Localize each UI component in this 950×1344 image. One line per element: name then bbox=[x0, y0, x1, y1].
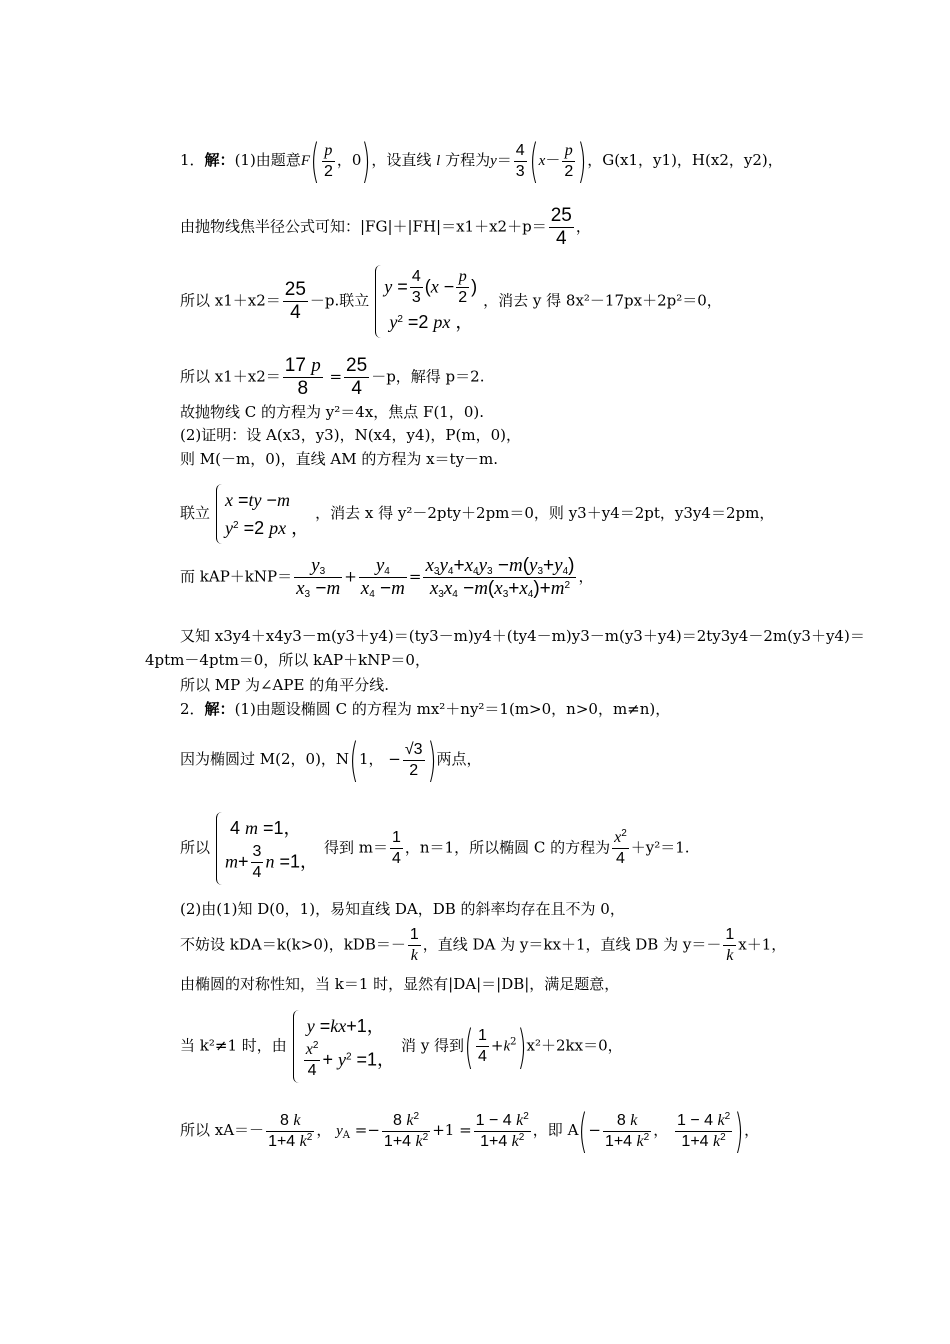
text: 因为椭圆过 M(2，0)，N bbox=[180, 750, 350, 768]
problem-number: 1． bbox=[180, 151, 205, 169]
text: 所以 x1＋x2＝ bbox=[180, 367, 281, 386]
p1-line-12: 所以 MP 为∠APE 的角平分线. bbox=[180, 676, 389, 694]
text: 联立 bbox=[180, 504, 211, 522]
text: x＋1， bbox=[738, 935, 787, 954]
text: 所以 xA＝－ bbox=[180, 1121, 265, 1139]
p2-line-5: 不妨设 kDA＝k(k>0)，kDB＝－ $\frac{1}{k}$ ，直线 DA 为 y＝kx＋1，直线 DB 为 y＝－ $\frac{1}{k}$ x＋1， bbox=[180, 926, 787, 964]
text: ，消去 y 得 8x²－17px＋2p²＝0， bbox=[483, 291, 722, 310]
p1-line-4: 所以 x1＋x2＝ $\frac{17 p}{8}$ = $\frac{25}{4}$ －p，解得 p＝2. bbox=[180, 355, 485, 399]
equation-system: 4 m =1， m+ $\frac{3}{4}$ n =1， bbox=[216, 812, 318, 885]
text: ，直线 DA 为 y＝kx＋1，直线 DB 为 y＝－ bbox=[422, 935, 722, 954]
p2-line-4: (2)由(1)知 D(0，1)，易知直线 DA，DB 的斜率均存在且不为 0， bbox=[180, 900, 625, 918]
p2-line-8: 所以 xA＝－ $\frac{8 k}{1+4 k^2}$ ， $y_A$ =− $\frac{8 k^2}{1+4 k^2}$ +1 = $\frac{1 - 4 k^2}{1+4 k^2}$ ，即 A(− $\frac{8 k}{1+4 k^2}$ ， $\frac{1 - 4 k^2}{1+4 k^2}$ )， bbox=[180, 1104, 760, 1158]
text: 而 kAP＋kNP＝ bbox=[180, 567, 293, 586]
text: －p，解得 p＝2. bbox=[371, 367, 485, 386]
p1-line-10: 又知 x3y4＋x4y3－m(y3＋y4)＝(ty3－m)y4＋(ty4－m)y3－m(y3＋y4)＝2ty3y4－2m(y3＋y4)＝ bbox=[180, 627, 865, 645]
solution-label: 解： bbox=[204, 700, 235, 718]
p2-line-3: 所以 4 m =1， m+ $\frac{3}{4}$ n =1， 得到 m＝ $\frac{1}{4}$ ，n＝1，所以椭圆 C 的方程为 $\frac{x^2}{4}$ ＋y²＝1. bbox=[180, 812, 810, 885]
text: (1)由题设椭圆 C 的方程为 mx²＋ny²＝1(m>0，n>0，m≠n)， bbox=[234, 700, 671, 718]
p2-line-7: 当 k²≠1 时，由 y =kx+1， $\frac{x^2}{4}$ + $y^2 =1$， 消 y 得到( $\frac{1}{4}$ $+k^2)x^2+2kx=0$， bbox=[180, 1010, 810, 1083]
text: 当 k²≠1 时，由 bbox=[180, 1036, 287, 1055]
text: ，设直线 bbox=[371, 151, 432, 169]
text: G(x1，y1)，H(x2，y2)， bbox=[602, 151, 783, 169]
p2-line-1 bbox=[180, 699, 810, 719]
equation-system: y =kx+1， $\frac{x^2}{4}$ + $y^2 =1$， bbox=[293, 1010, 395, 1083]
p1-line-3: 所以 x1＋x2＝ $\frac{25}{4}$ －p.联立 y = $\frac{4}{3}$ (x − $\frac{p}{2}$ ) $y^2 =2$ px ， ，消去 y 得 8x²－17px＋2p²＝0， bbox=[180, 265, 810, 338]
text: 不妨设 kDA＝k(k>0)，kDB＝－ bbox=[180, 935, 406, 954]
p2-line-6: 由椭圆的对称性知，当 k＝1 时，显然有|DA|＝|DB|，满足题意， bbox=[180, 975, 620, 993]
p1-line-9: 而 kAP＋kNP＝ $\frac{y_3}{x_3 -m}$ + $\frac{y_4}{x_4 -m}$ = $\frac{x_3y_4+x_4y_3 -m(y_3+y_4)}{x_3x_4 -m(x_3+x_4)+m^2}$ ， bbox=[180, 555, 594, 600]
text: 所以 bbox=[180, 838, 211, 857]
fraction-num: 25 bbox=[550, 205, 572, 226]
p1-line-6: (2)证明：设 A(x3，y3)，N(x4，y4)，P(m，0)， bbox=[180, 426, 521, 444]
text: ，n＝1，所以椭圆 C 的方程为 bbox=[404, 838, 611, 857]
text: 得到 m＝ bbox=[323, 838, 388, 857]
p1-line-1: 1．解：(1)由题意F( $\frac{p}{2}$ ，0)，设直线 l 方程为y＝ $\frac{4}{3}$ (x－ $\frac{p}{2}$ )，G(x1，y1)，H(x2，y2)， bbox=[180, 134, 783, 188]
text: ， bbox=[587, 151, 603, 169]
p1-line-5: 故抛物线 C 的方程为 y²＝4x，焦点 F(1，0). bbox=[180, 403, 485, 421]
p2-line-2: 因为椭圆过 M(2，0)，N(1， − $\frac{√3}{2}$ )两点， bbox=[180, 733, 482, 787]
text: 由抛物线焦半径公式可知：|FG|＋|FH|＝x1＋x2＋p＝ bbox=[180, 217, 547, 236]
text: －p.联立 bbox=[309, 291, 370, 310]
problem-number: 2． bbox=[180, 700, 205, 718]
text: 方程为 bbox=[445, 151, 491, 169]
text: 消 y 得到 bbox=[401, 1036, 465, 1055]
p1-line-11: 4ptm－4ptm＝0，所以 kAP＋kNP＝0， bbox=[145, 651, 430, 669]
p1-line-7: 则 M(－m，0)，直线 AM 的方程为 x＝ty－m. bbox=[180, 450, 499, 468]
p1-line-2: 由抛物线焦半径公式可知：|FG|＋|FH|＝x1＋x2＋p＝ $\frac{25}{4}$ ， bbox=[180, 205, 591, 249]
text: (1)由题意 bbox=[234, 151, 301, 169]
text: ，消去 x 得 y²－2pty＋2pm＝0，则 y3＋y4＝2pt，y3y4＝2pm， bbox=[315, 504, 775, 522]
equation-system: x =ty −m $y^2 =2$ px ， bbox=[216, 484, 309, 544]
text: ，即 A bbox=[532, 1121, 579, 1139]
fraction-den: 4 bbox=[556, 228, 567, 249]
equation-system: y = $\frac{4}{3}$ (x − $\frac{p}{2}$ ) $y^2 =2$ px ， bbox=[375, 265, 477, 338]
text: x²＋2kx＝0， bbox=[526, 1036, 623, 1055]
text: 两点， bbox=[436, 750, 482, 768]
text: ＋y²＝1. bbox=[630, 838, 690, 857]
solution-label: 解： bbox=[204, 151, 235, 169]
text: 所以 x1＋x2＝ bbox=[180, 291, 281, 310]
p1-line-8 bbox=[180, 484, 810, 544]
